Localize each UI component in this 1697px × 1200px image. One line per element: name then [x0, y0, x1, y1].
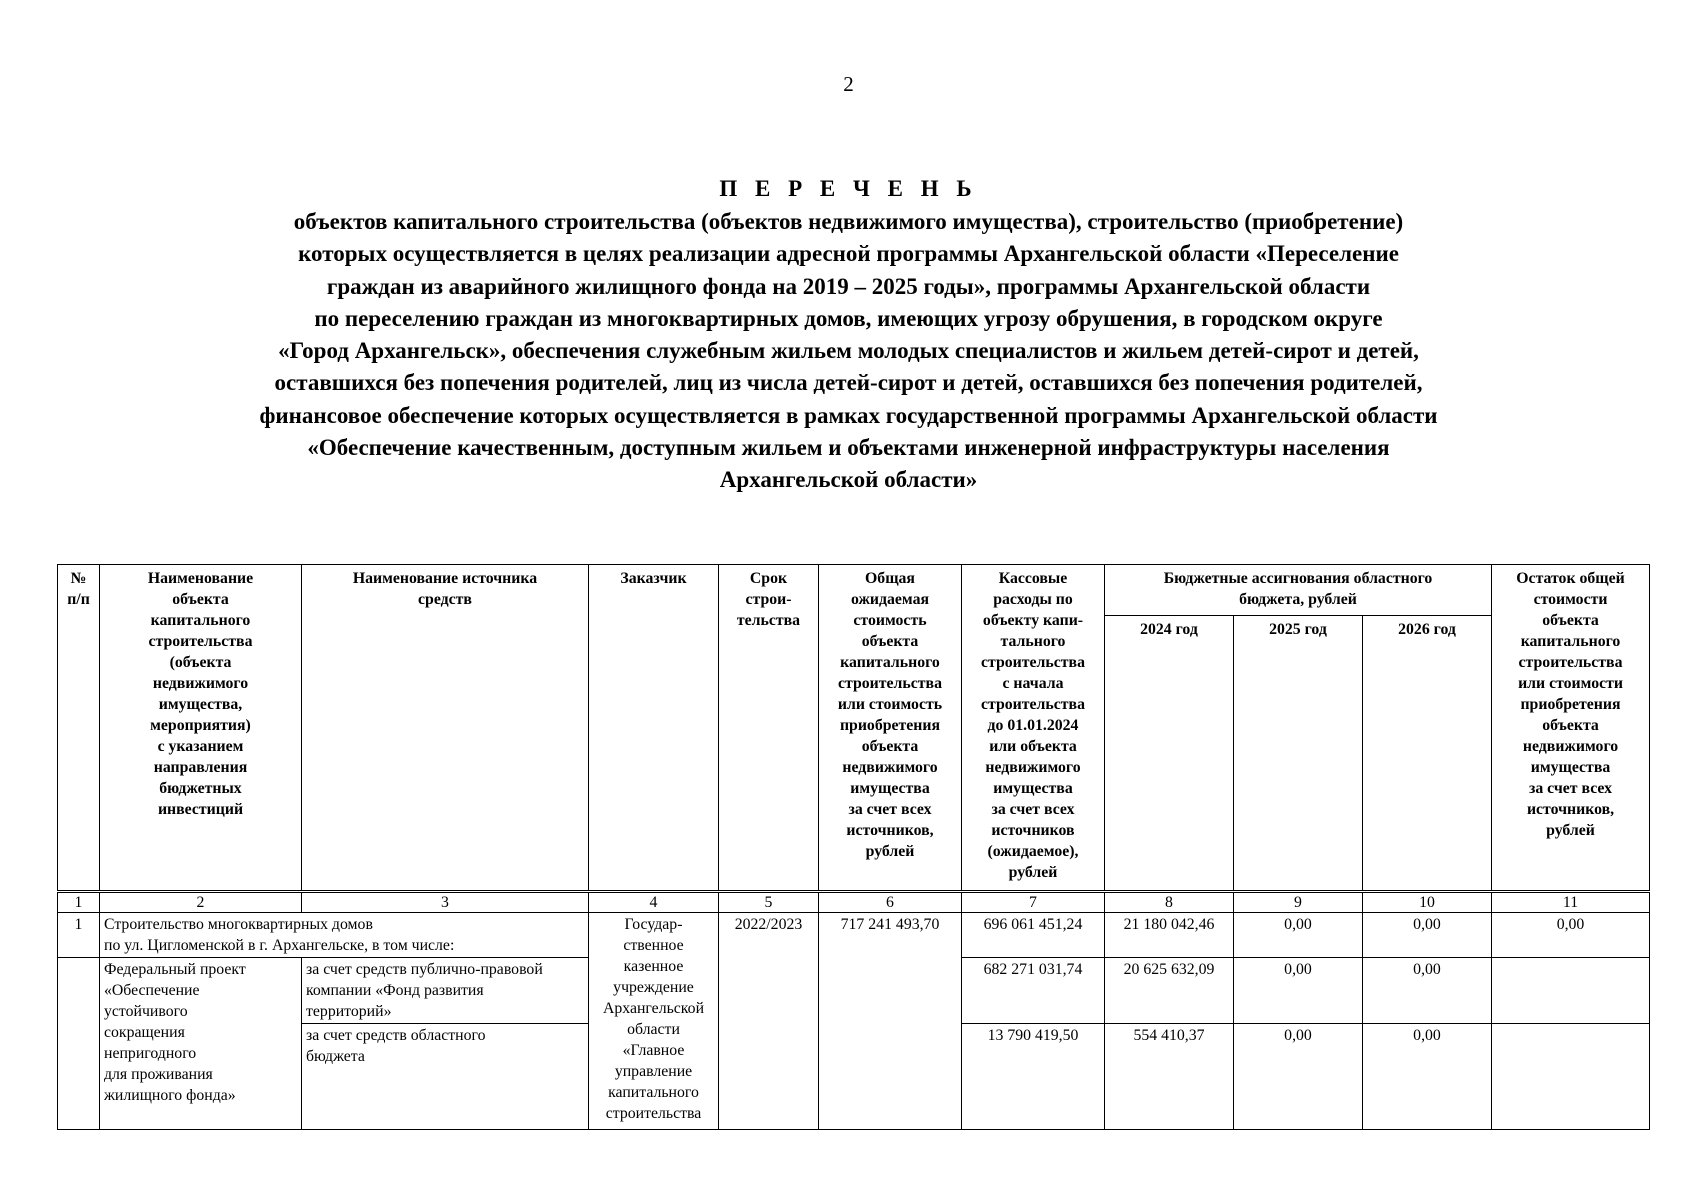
subtitle-line: «Город Архангельск», обеспечения служебным жильем молодых специалистов и жильем детей-сирот и детей, [278, 338, 1419, 364]
header-object-name: Наименование объекта капитального строительства (объекта недвижимого имущества, мероприятия) с указанием направления бюджетных инвестиций [100, 565, 302, 892]
document-subtitle [60, 206, 1637, 497]
column-number: 7 [962, 892, 1105, 913]
construction-term: 2022/2023 [719, 913, 819, 1130]
object-name: Строительство многоквартирных домов по ул. Цигломенской в г. Архангельске, в том числе: [100, 913, 589, 958]
remainder-empty [1492, 1024, 1650, 1130]
subtitle-line: объектов капитального строительства (объектов недвижимого имущества), строительство (приобретение) [293, 209, 1404, 234]
total-cost: 717 241 493,70 [819, 913, 962, 1130]
objects-table [57, 564, 1650, 1130]
column-number: 2 [100, 892, 302, 913]
row-num-empty [58, 958, 100, 1130]
header-budget-group: Бюджетные ассигнования областного бюджета, рублей [1105, 565, 1492, 616]
document-title: П Е Р Е Ч Е Н Ь [719, 176, 978, 201]
funding-source: за счет средств публично-правовой компании «Фонд развития территорий» [302, 958, 589, 1024]
federal-project-name: Федеральный проект «Обеспечение устойчивого сокращения непригодного для проживания жилищного фонда» [100, 958, 302, 1130]
header-term: Срок строи- тельства [719, 565, 819, 892]
subtitle-line: которых осуществляется в целях реализации адресной программы Архангельской области «Переселение [298, 241, 1399, 267]
budget-2024: 20 625 632,09 [1105, 958, 1234, 1024]
column-number: 8 [1105, 892, 1234, 913]
header-cash-expenses: Кассовые расходы по объекту капи- тального строительства с начала строительства до 01.01.2024 или объекта недвижимого имущества за счет всех источников (ожидаемое), рублей [962, 565, 1105, 892]
header-2025: 2025 год [1234, 616, 1363, 892]
column-number: 1 [58, 892, 100, 913]
subtitle-line: граждан из аварийного жилищного фонда на 2019 – 2025 годы», программы Архангельской области [326, 273, 1371, 299]
budget-2026: 0,00 [1363, 1024, 1492, 1130]
funding-source: за счет средств областного бюджета [302, 1024, 589, 1130]
header-2024: 2024 год [1105, 616, 1234, 892]
column-number: 3 [302, 892, 589, 913]
header-total-cost: Общая ожидаемая стоимость объекта капитального строительства или стоимость приобретения объекта недвижимого имущества за счет всех источников, рублей [819, 565, 962, 892]
customer: Государ- ственное казенное учреждение Архангельской области «Главное управление капитального строительства [589, 913, 719, 1130]
header-num: № п/п [58, 565, 100, 892]
subtitle-line: Архангельской области» [719, 467, 978, 493]
remainder: 0,00 [1492, 913, 1650, 958]
subtitle-line: оставшихся без попечения родителей, лиц из числа детей-сирот и детей, оставшихся без попечения родителей, [274, 370, 1423, 396]
cash-expenses: 13 790 419,50 [962, 1024, 1105, 1130]
column-number: 9 [1234, 892, 1363, 913]
column-numbers-row [58, 892, 1650, 913]
budget-2026: 0,00 [1363, 913, 1492, 958]
column-number: 4 [589, 892, 719, 913]
subtitle-line: финансовое обеспечение которых осуществляется в рамках государственной программы Архангельской области [259, 402, 1438, 428]
page-number: 2 [843, 72, 854, 96]
budget-2024: 21 180 042,46 [1105, 913, 1234, 958]
budget-2024: 554 410,37 [1105, 1024, 1234, 1130]
budget-2025: 0,00 [1234, 1024, 1363, 1130]
cash-expenses: 696 061 451,24 [962, 913, 1105, 958]
remainder-empty [1492, 958, 1650, 1024]
cash-expenses: 682 271 031,74 [962, 958, 1105, 1024]
header-remainder: Остаток общей стоимости объекта капитального строительства или стоимости приобретения объекта недвижимого имущества за счет всех источников, рублей [1492, 565, 1650, 892]
column-number: 11 [1492, 892, 1650, 913]
table-row [58, 913, 1650, 958]
column-number: 5 [719, 892, 819, 913]
column-number: 10 [1363, 892, 1492, 913]
budget-2025: 0,00 [1234, 913, 1363, 958]
header-source: Наименование источника средств [302, 565, 589, 892]
header-2026: 2026 год [1363, 616, 1492, 892]
header-customer: Заказчик [589, 565, 719, 892]
subtitle-line: «Обеспечение качественным, доступным жильем и объектами инженерной инфраструктуры населения [307, 435, 1390, 461]
budget-2025: 0,00 [1234, 958, 1363, 1024]
subtitle-line: по переселению граждан из многоквартирных домов, имеющих угрозу обрушения, в городском округе [314, 305, 1383, 331]
budget-2026: 0,00 [1363, 958, 1492, 1024]
row-num: 1 [58, 913, 100, 958]
column-number: 6 [819, 892, 962, 913]
